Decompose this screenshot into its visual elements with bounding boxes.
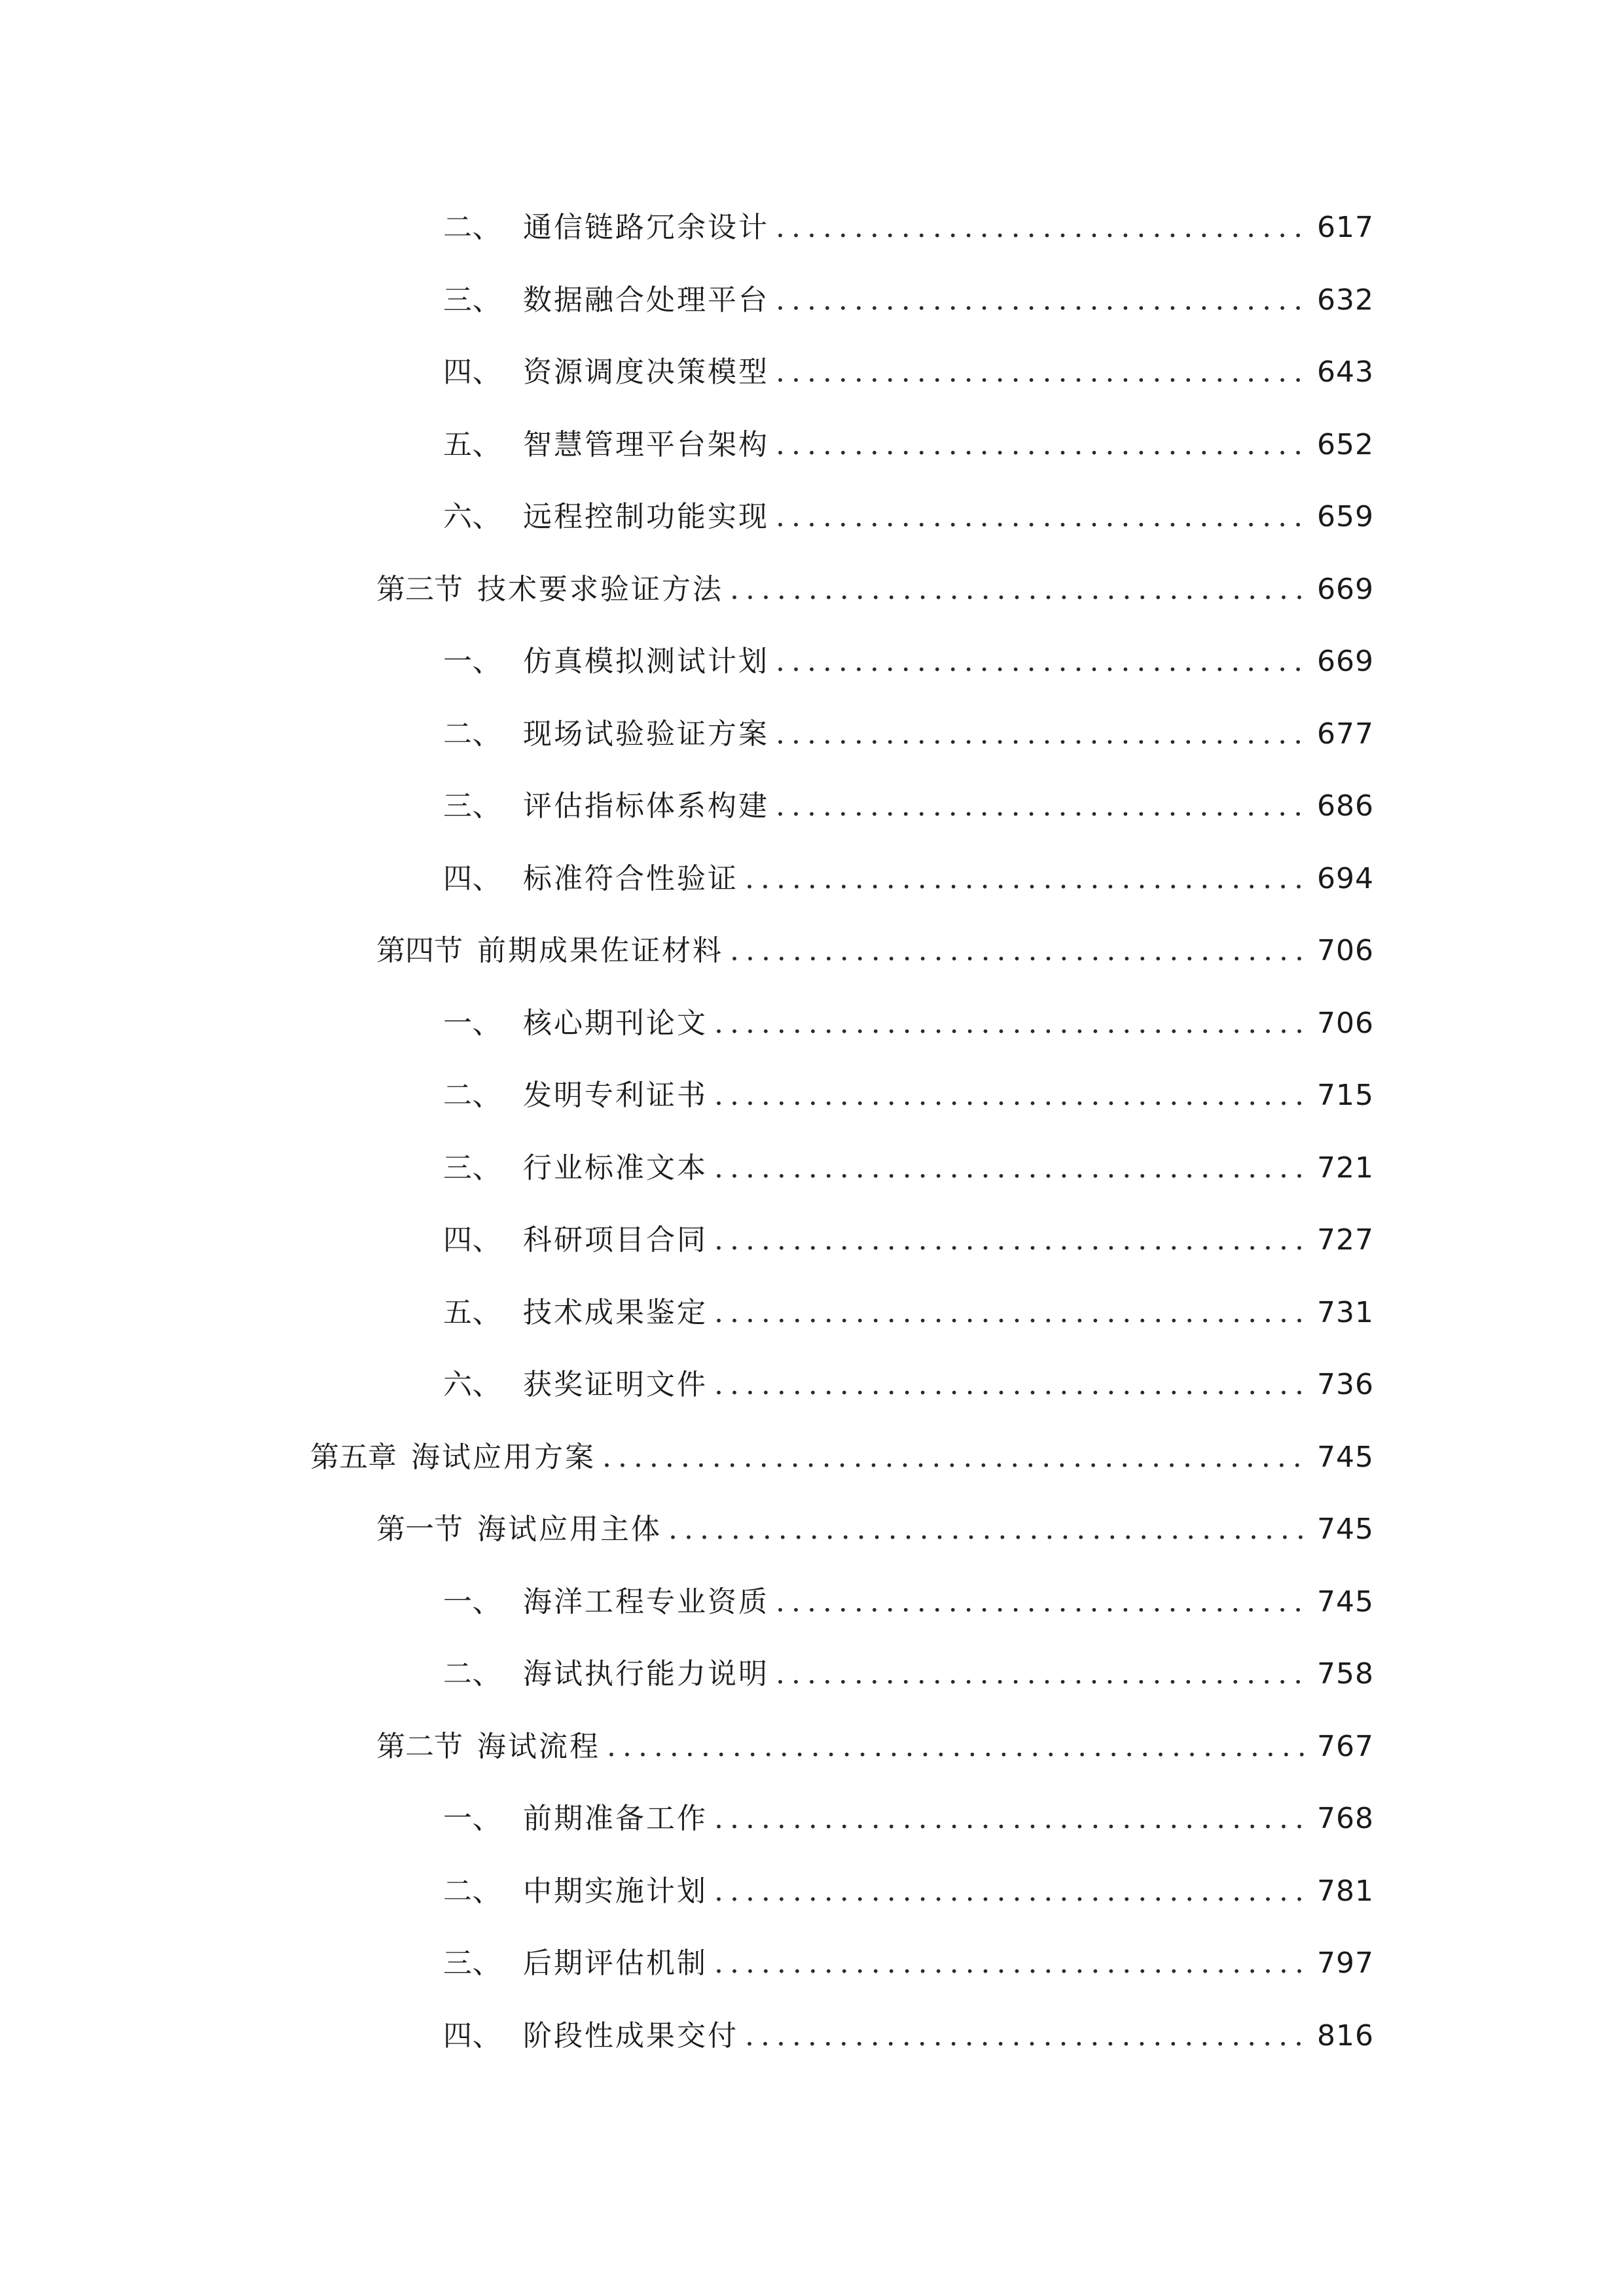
toc-entry-page: 706 (1317, 934, 1374, 967)
toc-entry-title: 标准符合性验证 (523, 862, 738, 895)
toc-entry-page: 745 (1317, 1585, 1374, 1619)
dot-leader (776, 1645, 1306, 1704)
toc-row[interactable] (0, 777, 1624, 836)
toc-row[interactable] (0, 1862, 1624, 1921)
toc-entry-title: 海试应用方案 (411, 1441, 596, 1474)
dot-leader (607, 1717, 1306, 1776)
toc-entry-page: 617 (1317, 211, 1374, 244)
toc-entry-number: 一、 (443, 645, 501, 678)
toc-row[interactable] (0, 2007, 1624, 2066)
toc-entry-number: 四、 (443, 355, 501, 389)
toc-row[interactable] (0, 705, 1624, 764)
toc-entry-number: 第五章 (310, 1441, 397, 1474)
toc-row[interactable] (0, 1139, 1624, 1198)
toc-entry-number: 四、 (443, 2019, 501, 2053)
toc-row[interactable] (0, 1717, 1624, 1776)
toc-entry-page: 816 (1317, 2019, 1374, 2053)
toc-entry-title: 海洋工程专业资质 (523, 1585, 769, 1619)
toc-entry-title: 后期评估机制 (523, 1946, 708, 1980)
toc-entry-title: 智慧管理平台架构 (523, 428, 769, 461)
dot-leader (714, 1789, 1306, 1848)
toc-row[interactable] (0, 488, 1624, 547)
toc-entry-title: 资源调度决策模型 (523, 355, 769, 389)
toc-entry-number: 一、 (443, 1585, 501, 1619)
toc-entry-page: 715 (1317, 1079, 1374, 1112)
toc-entry-title: 阶段性成果交付 (523, 2019, 738, 2053)
toc-entry-number: 四、 (443, 1223, 501, 1257)
toc-row[interactable] (0, 1934, 1624, 1993)
dot-leader (714, 1862, 1306, 1921)
toc-row[interactable] (0, 1428, 1624, 1487)
toc-row[interactable] (0, 632, 1624, 691)
toc-row[interactable] (0, 994, 1624, 1053)
dot-leader (776, 1573, 1306, 1632)
toc-entry-page: 768 (1317, 1802, 1374, 1835)
toc-entry-title: 海试执行能力说明 (523, 1657, 769, 1691)
toc-entry-page: 745 (1317, 1513, 1374, 1546)
toc-entry-page: 736 (1317, 1368, 1374, 1401)
dot-leader (714, 1066, 1306, 1125)
dot-leader (776, 632, 1306, 691)
toc-entry-title: 通信链路冗余设计 (523, 211, 769, 244)
toc-entry-page: 643 (1317, 355, 1374, 389)
dot-leader (714, 1139, 1306, 1198)
toc-entry-page: 781 (1317, 1874, 1374, 1908)
dot-leader (714, 994, 1306, 1053)
toc-entry-page: 745 (1317, 1441, 1374, 1474)
dot-leader (745, 850, 1306, 908)
dot-leader (776, 198, 1306, 257)
toc-entry-title: 远程控制功能实现 (523, 500, 769, 533)
toc-entry-title: 中期实施计划 (523, 1874, 708, 1908)
toc-row[interactable] (0, 198, 1624, 257)
dot-leader (668, 1500, 1306, 1559)
dot-leader (745, 2007, 1306, 2066)
toc-entry-number: 五、 (443, 428, 501, 461)
dot-leader (714, 1211, 1306, 1270)
dot-leader (714, 1283, 1306, 1342)
dot-leader (602, 1428, 1306, 1487)
toc-entry-title: 发明专利证书 (523, 1079, 708, 1112)
dot-leader (776, 488, 1306, 547)
dot-leader (776, 416, 1306, 475)
toc-row[interactable] (0, 1645, 1624, 1704)
dot-leader (776, 271, 1306, 330)
toc-entry-number: 四、 (443, 862, 501, 895)
toc-entry-number: 六、 (443, 1368, 501, 1401)
toc-entry-page: 677 (1317, 717, 1374, 751)
toc-entry-number: 五、 (443, 1296, 501, 1329)
toc-entry-number: 三、 (443, 283, 501, 317)
dot-leader (730, 560, 1306, 619)
toc-entry-page: 706 (1317, 1007, 1374, 1040)
toc-entry-title: 前期成果佐证材料 (477, 934, 723, 967)
toc-entry-title: 评估指标体系构建 (523, 789, 769, 823)
toc-row[interactable] (0, 271, 1624, 330)
toc-entry-number: 第一节 (376, 1513, 463, 1546)
toc-entry-title: 海试应用主体 (477, 1513, 662, 1546)
toc-entry-number: 二、 (443, 717, 501, 751)
toc-entry-title: 仿真模拟测试计划 (523, 645, 769, 678)
toc-entry-page: 652 (1317, 428, 1374, 461)
toc-entry-title: 核心期刊论文 (523, 1007, 708, 1040)
toc-entry-number: 六、 (443, 500, 501, 533)
toc-entry-page: 686 (1317, 789, 1374, 823)
toc-entry-title: 数据融合处理平台 (523, 283, 769, 317)
dot-leader (714, 1934, 1306, 1993)
toc-entry-title: 海试流程 (477, 1730, 600, 1763)
toc-entry-number: 二、 (443, 1874, 501, 1908)
toc-entry-title: 前期准备工作 (523, 1802, 708, 1835)
toc-row[interactable] (0, 1789, 1624, 1848)
toc-entry-title: 行业标准文本 (523, 1151, 708, 1185)
toc-entry-page: 727 (1317, 1223, 1374, 1257)
toc-row[interactable] (0, 850, 1624, 908)
toc-entry-number: 第四节 (376, 934, 463, 967)
toc-entry-number: 一、 (443, 1802, 501, 1835)
toc-entry-page: 767 (1317, 1730, 1374, 1763)
toc-entry-page: 731 (1317, 1296, 1374, 1329)
toc-row[interactable] (0, 416, 1624, 475)
toc-row[interactable] (0, 1500, 1624, 1559)
toc-entry-number: 三、 (443, 1151, 501, 1185)
toc-row[interactable] (0, 1211, 1624, 1270)
toc-entry-number: 一、 (443, 1007, 501, 1040)
toc-row[interactable] (0, 1066, 1624, 1125)
toc-entry-page: 758 (1317, 1657, 1374, 1691)
toc-entry-page: 797 (1317, 1946, 1374, 1980)
toc-row[interactable] (0, 1355, 1624, 1414)
toc-entry-number: 三、 (443, 789, 501, 823)
dot-leader (714, 1355, 1306, 1414)
toc-entry-number: 三、 (443, 1946, 501, 1980)
toc-entry-page: 669 (1317, 645, 1374, 678)
dot-leader (776, 343, 1306, 402)
toc-entry-number: 二、 (443, 211, 501, 244)
dot-leader (776, 705, 1306, 764)
toc-entry-title: 现场试验验证方案 (523, 717, 769, 751)
toc-entry-title: 获奖证明文件 (523, 1368, 708, 1401)
toc-entry-number: 二、 (443, 1657, 501, 1691)
toc-row[interactable] (0, 922, 1624, 980)
toc-row[interactable] (0, 560, 1624, 619)
toc-entry-page: 669 (1317, 573, 1374, 606)
toc-row[interactable] (0, 1573, 1624, 1632)
toc-entry-page: 694 (1317, 862, 1374, 895)
toc-entry-page: 632 (1317, 283, 1374, 317)
toc-entry-page: 721 (1317, 1151, 1374, 1185)
dot-leader (730, 922, 1306, 980)
dot-leader (776, 777, 1306, 836)
toc-entry-title: 科研项目合同 (523, 1223, 708, 1257)
toc-entry-title: 技术要求验证方法 (477, 573, 723, 606)
toc-entry-title: 技术成果鉴定 (523, 1296, 708, 1329)
toc-entry-number: 二、 (443, 1079, 501, 1112)
toc-entry-page: 659 (1317, 500, 1374, 533)
toc-entry-number: 第二节 (376, 1730, 463, 1763)
toc-entry-number: 第三节 (376, 573, 463, 606)
toc-row[interactable] (0, 1283, 1624, 1342)
toc-row[interactable] (0, 343, 1624, 402)
